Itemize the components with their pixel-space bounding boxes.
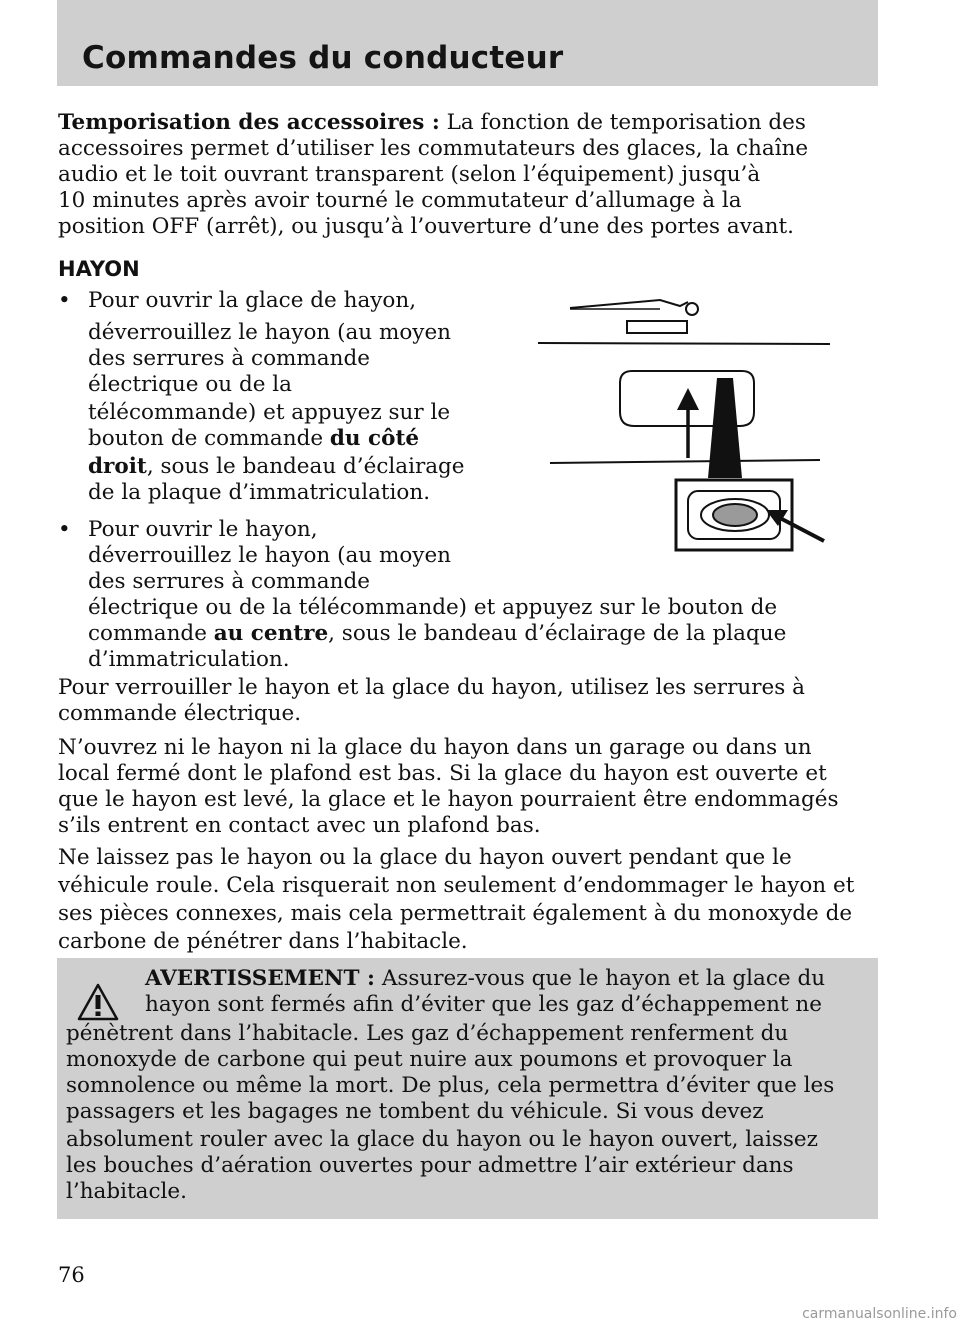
warning-line: Assurez-vous que le hayon et la glace du [381, 966, 826, 991]
paragraph-line: s’ils entrent en contact avec un plafond bas. [58, 813, 541, 838]
release-button [713, 504, 757, 526]
bullet-line: de la plaque d’immatriculation. [88, 480, 431, 505]
section-heading-hayon: HAYON [58, 257, 140, 281]
warning-line: les bouches d’aération ouvertes pour admettre l’air extérieur dans [66, 1153, 794, 1178]
warning-label: AVERTISSEMENT : [145, 966, 375, 991]
glass-edge-line [538, 343, 830, 344]
temporisation-line: accessoires permet d’utiliser les commutateurs des glaces, la chaîne [58, 136, 809, 161]
bullet-emphasis: du côté [329, 426, 420, 451]
bullet-line: déverrouillez le hayon (au moyen [88, 320, 452, 345]
bullet-emphasis: droit [88, 454, 147, 479]
paragraph-line: ses pièces connexes, mais cela permettrait également à du monoxyde de [58, 901, 853, 926]
bullet-text-part: , sous le bandeau d’éclairage de la plaque [328, 621, 787, 646]
warning-first-line [145, 966, 825, 992]
paragraph-line: commande électrique. [58, 701, 302, 726]
bullet-line: déverrouillez le hayon (au moyen [88, 543, 452, 568]
bullet-line: Pour ouvrir la glace de hayon, [88, 288, 417, 313]
warning-line: pénètrent dans l’habitacle. Les gaz d’échappement renferment du [66, 1021, 789, 1046]
paragraph-line: véhicule roule. Cela risquerait non seulement d’endommager le hayon et [58, 873, 855, 898]
temporisation-line: audio et le toit ouvrant transparent (selon l’équipement) jusqu’à [58, 162, 761, 187]
bullet-text-part: , sous le bandeau d’éclairage [146, 454, 465, 479]
bullet-line [88, 621, 786, 647]
tailgate-edge-line [550, 460, 820, 463]
rear-wiper [570, 300, 698, 315]
bullet-emphasis: au centre [213, 621, 329, 646]
temporisation-line: La fonction de temporisation des [446, 110, 806, 135]
bullet-text-part: commande [88, 621, 214, 646]
arrow-up-icon [677, 388, 699, 458]
bullet-line: télécommande) et appuyez sur le [88, 400, 451, 425]
lock-paragraph [58, 675, 878, 727]
bullet-line: des serrures à commande [88, 346, 370, 371]
garage-paragraph [58, 735, 878, 839]
paragraph-line: Ne laissez pas le hayon ou la glace du hayon ouvert pendant que le [58, 845, 792, 870]
page-title: Commandes du conducteur [82, 40, 564, 76]
bullet-line: d’immatriculation. [88, 647, 290, 672]
paragraph-line: que le hayon est levé, la glace et le hayon pourraient être endommagés [58, 787, 839, 812]
bullet-line [88, 454, 465, 480]
bullet-line: Pour ouvrir le hayon, [88, 517, 318, 542]
bullet-line [88, 426, 419, 452]
temporisation-paragraph [58, 110, 878, 240]
bullet-line: électrique ou de la télécommande) et appuyez sur le bouton de [88, 595, 778, 620]
page-number: 76 [58, 1263, 85, 1287]
warning-line: monoxyde de carbone qui peut nuire aux poumons et provoquer la [66, 1047, 793, 1072]
warning-triangle-icon [76, 982, 120, 1022]
warning-line: absolument rouler avec la glace du hayon ou le hayon ouvert, laissez [66, 1127, 818, 1152]
paragraph-line: carbone de pénétrer dans l’habitacle. [58, 929, 468, 954]
bullet-dot: • [58, 517, 71, 542]
watermark: carmanualsonline.info [802, 1306, 957, 1322]
bullet-line: des serrures à commande [88, 569, 370, 594]
warning-line: l’habitacle. [66, 1179, 187, 1204]
warning-line: passagers et les bagages ne tombent du véhicule. Si vous devez [66, 1099, 764, 1124]
warning-line: somnolence ou même la mort. De plus, cela permettra d’éviter que les [66, 1073, 835, 1098]
warning-line: hayon sont fermés afin d’éviter que les gaz d’échappement ne [145, 992, 822, 1017]
temporisation-line: position OFF (arrêt), ou jusqu’à l’ouverture d’une des portes avant. [58, 214, 794, 239]
third-brake-light [627, 321, 687, 333]
paragraph-line: N’ouvrez ni le hayon ni la glace du hayon dans un garage ou dans un [58, 735, 812, 760]
paragraph-line: local fermé dont le plafond est bas. Si la glace du hayon est ouverte et [58, 761, 827, 786]
bullet-text-part: bouton de commande [88, 426, 330, 451]
temporisation-label: Temporisation des accessoires : [58, 110, 440, 135]
paragraph-line: Pour verrouiller le hayon et la glace du hayon, utilisez les serrures à [58, 675, 805, 700]
tailgate-illustration [530, 288, 840, 560]
wedge-pointer-icon [708, 378, 742, 478]
bullet-dot: • [58, 288, 71, 313]
temporisation-line: 10 minutes après avoir tourné le commutateur d’allumage à la [58, 188, 742, 213]
bullet-line: électrique ou de la [88, 372, 292, 397]
